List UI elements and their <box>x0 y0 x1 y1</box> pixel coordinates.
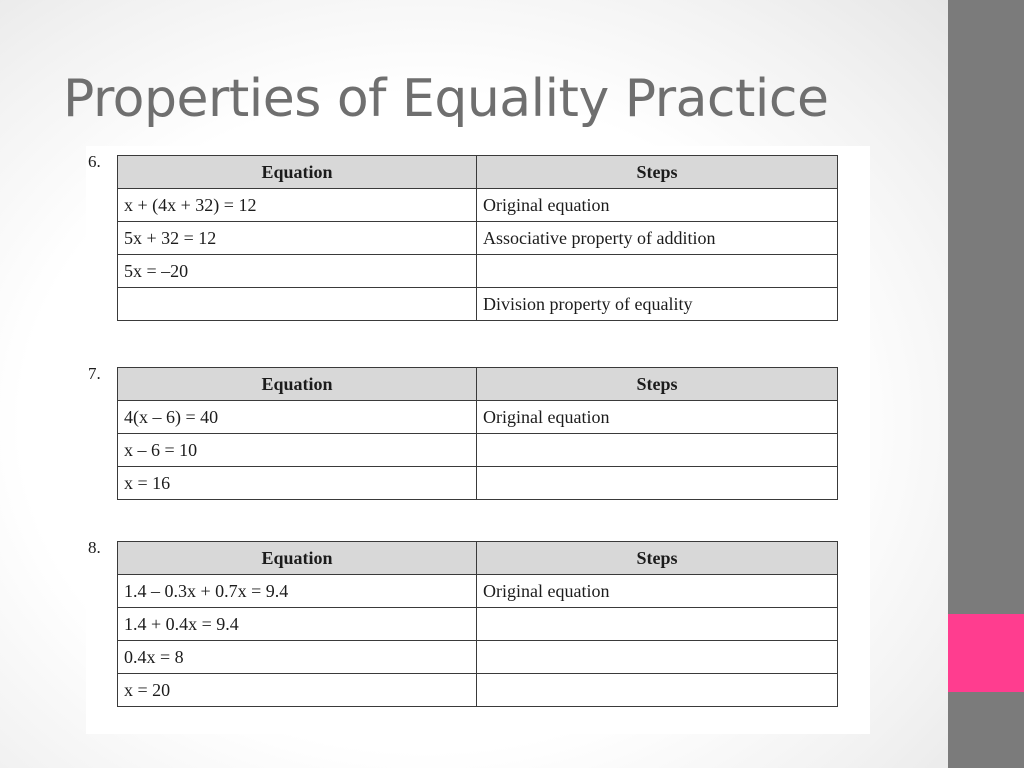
step-cell <box>477 255 838 288</box>
equation-cell: 4(x – 6) = 40 <box>118 401 477 434</box>
table-row <box>118 641 838 674</box>
step-cell: Associative property of addition <box>477 222 838 255</box>
step-cell <box>477 434 838 467</box>
equation-cell: x = 20 <box>118 674 477 707</box>
step-cell <box>477 608 838 641</box>
step-cell <box>477 641 838 674</box>
table-row <box>118 189 838 222</box>
step-cell <box>477 467 838 500</box>
equation-cell: 1.4 – 0.3x + 0.7x = 9.4 <box>118 575 477 608</box>
step-cell <box>477 674 838 707</box>
step-cell: Original equation <box>477 575 838 608</box>
equation-cell: x – 6 = 10 <box>118 434 477 467</box>
steps-header: Steps <box>477 156 838 189</box>
problem-number: 7. <box>88 364 101 383</box>
equation-header: Equation <box>118 368 477 401</box>
equation-cell: x + (4x + 32) = 12 <box>118 189 477 222</box>
slide-title: Properties of Equality Practice <box>63 69 829 129</box>
equation-header: Equation <box>118 156 477 189</box>
step-cell: Original equation <box>477 401 838 434</box>
table-row <box>118 222 838 255</box>
worksheet-image <box>86 146 870 734</box>
step-cell: Division property of equality <box>477 288 838 321</box>
equation-header: Equation <box>118 542 477 575</box>
equation-cell: x = 16 <box>118 467 477 500</box>
slide-sidebar-accent <box>948 614 1024 692</box>
steps-header: Steps <box>477 542 838 575</box>
equation-cell: 5x + 32 = 12 <box>118 222 477 255</box>
problem-number: 6. <box>88 152 101 171</box>
table-header-row <box>118 542 838 575</box>
steps-header: Steps <box>477 368 838 401</box>
equation-steps-table <box>117 541 838 707</box>
equation-steps-table <box>117 367 838 500</box>
table-row <box>118 467 838 500</box>
equation-steps-table <box>117 155 838 321</box>
table-row <box>118 434 838 467</box>
equation-cell: 0.4x = 8 <box>118 641 477 674</box>
problem-number: 8. <box>88 538 101 557</box>
equation-cell: 5x = –20 <box>118 255 477 288</box>
table-row <box>118 575 838 608</box>
table-header-row <box>118 368 838 401</box>
table-row <box>118 674 838 707</box>
table-row <box>118 255 838 288</box>
table-row <box>118 608 838 641</box>
equation-cell <box>118 288 477 321</box>
step-cell: Original equation <box>477 189 838 222</box>
equation-cell: 1.4 + 0.4x = 9.4 <box>118 608 477 641</box>
table-row <box>118 401 838 434</box>
table-row <box>118 288 838 321</box>
table-header-row <box>118 156 838 189</box>
